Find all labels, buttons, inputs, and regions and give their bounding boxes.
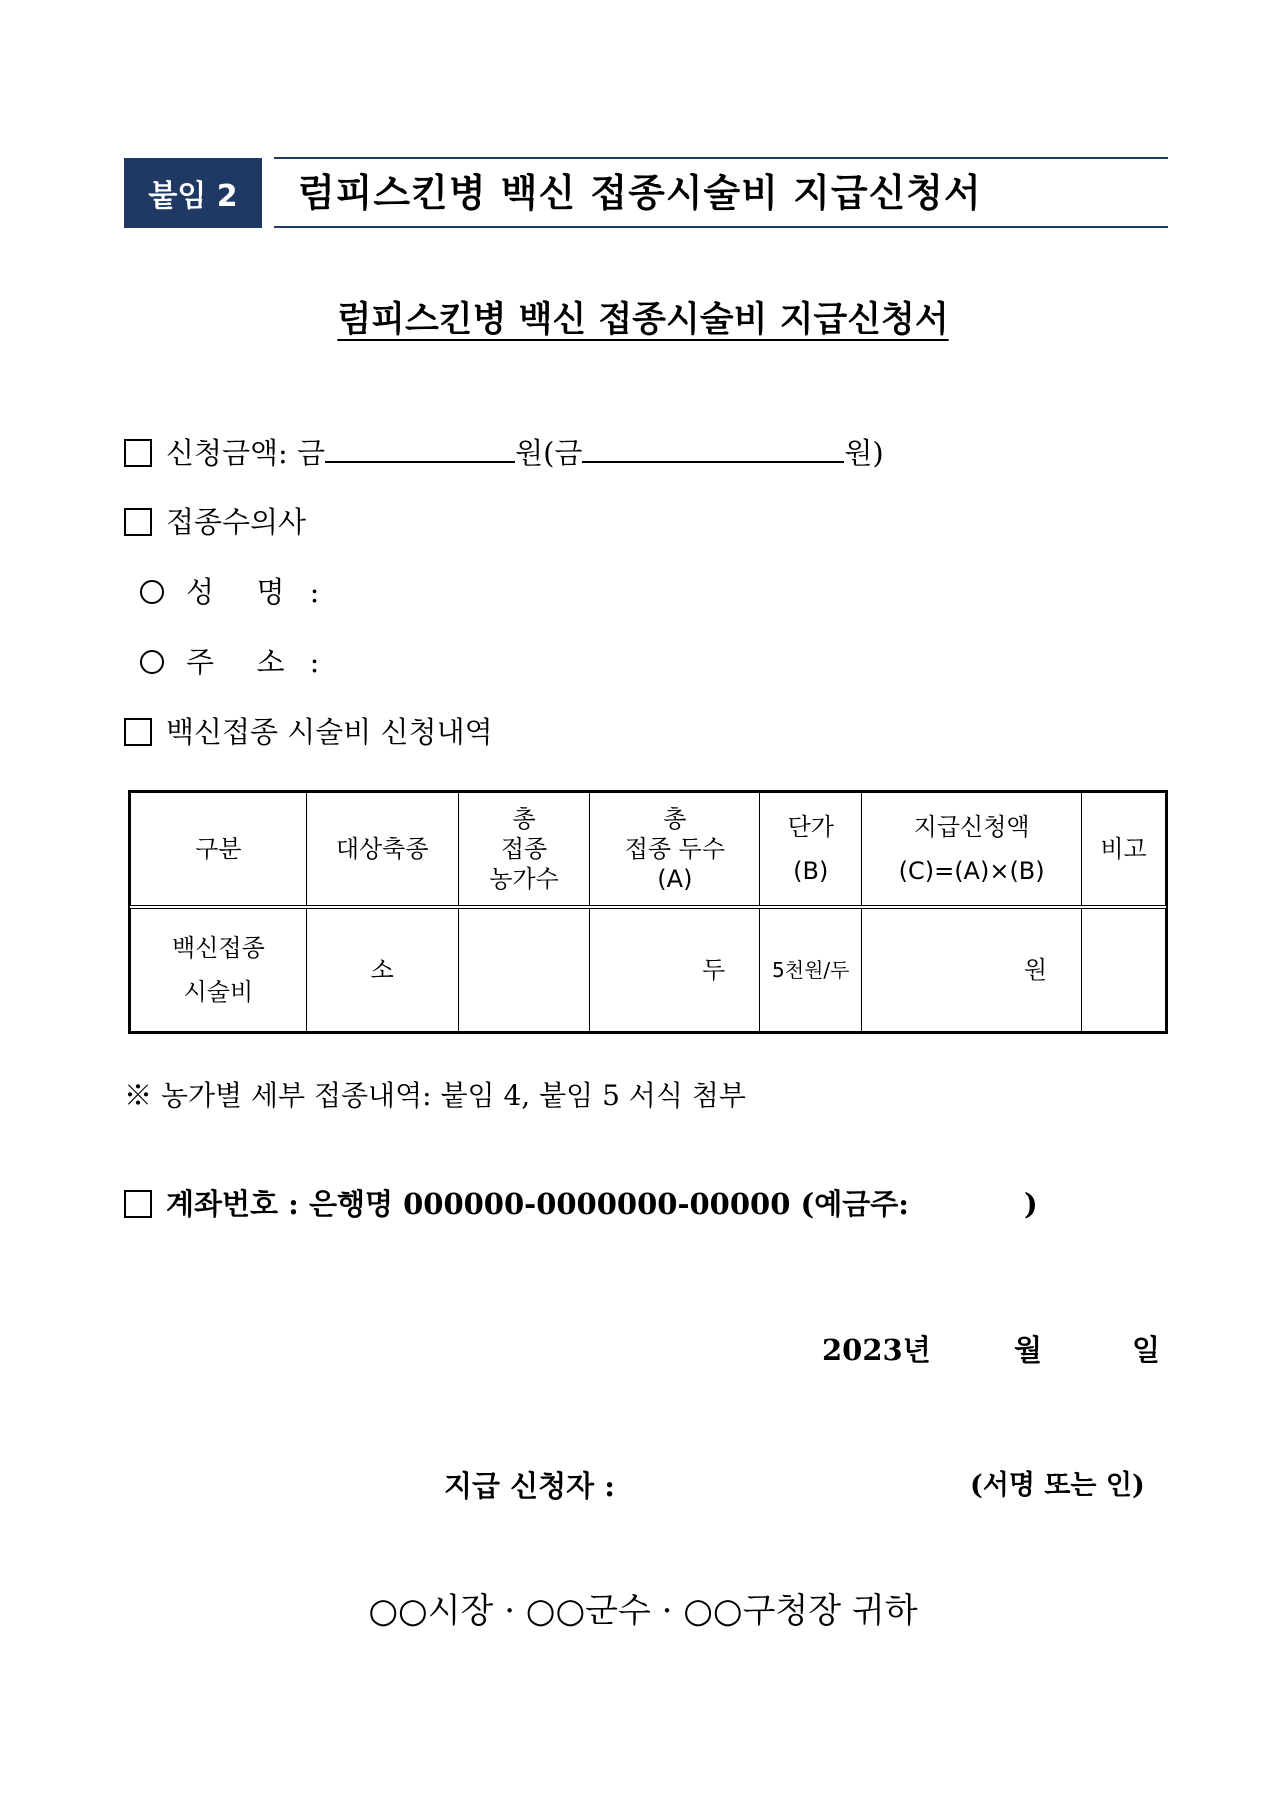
header-heads: 총 접종 두수 (A)	[590, 793, 760, 908]
cell-remarks[interactable]	[1082, 907, 1166, 1032]
account-line	[124, 1184, 1044, 1224]
checkbox-square-icon	[124, 1190, 152, 1218]
application-table	[128, 790, 1168, 1034]
checkbox-square-icon	[124, 439, 152, 467]
cell-category: 백신접종 시술비	[131, 907, 307, 1032]
cell-unit-price: 5천원/두	[760, 907, 862, 1032]
address-line	[140, 642, 327, 682]
amount-line	[124, 433, 884, 473]
header-title: 럼피스킨병 백신 접종시술비 지급신청서	[298, 171, 982, 215]
header-remarks: 비고	[1082, 793, 1166, 908]
header-amount: 지급신청액 (C)=(A)×(B)	[862, 793, 1082, 908]
header-animal: 대상축종	[306, 793, 458, 908]
date-month: 월	[1014, 1333, 1043, 1367]
signature-label: (서명 또는 인)	[970, 1470, 1145, 1501]
document-title	[0, 292, 1286, 342]
name-label: 성 명 :	[186, 575, 328, 609]
date-year: 2023년	[822, 1333, 931, 1367]
checkbox-square-icon	[124, 718, 152, 746]
cell-animal: 소	[306, 907, 458, 1032]
header-rule-bottom	[274, 226, 1168, 228]
date-day: 일	[1132, 1333, 1161, 1367]
cell-heads[interactable]: 두	[590, 907, 760, 1032]
amount-end: 원)	[844, 436, 884, 470]
checkbox-square-icon	[124, 508, 152, 536]
circle-bullet-icon	[140, 650, 164, 674]
document-title-text: 럼피스킨병 백신 접종시술비 지급신청서	[337, 299, 949, 340]
header-rule-top	[274, 157, 1168, 159]
header-unit-price: 단가 (B)	[760, 793, 862, 908]
vet-line	[124, 502, 306, 542]
applicant-label: 지급 신청자 :	[444, 1469, 615, 1503]
header-category: 구분	[131, 793, 307, 908]
attachment-badge: 붙임 2	[124, 158, 262, 228]
circle-bullet-icon	[140, 580, 164, 604]
amount-label: 신청금액: 금	[166, 436, 326, 470]
header-farms: 총 접종 농가수	[458, 793, 590, 908]
table-header-row	[131, 793, 1166, 908]
address-label: 주 소 :	[186, 645, 328, 679]
amount-blank-digits[interactable]	[325, 435, 515, 463]
details-label: 백신접종 시술비 신청내역	[166, 715, 493, 749]
cell-farms[interactable]	[458, 907, 590, 1032]
addressee: ○○시장 · ○○군수 · ○○구청장 귀하	[368, 1591, 918, 1631]
details-line	[124, 712, 493, 752]
account-label: 계좌번호 : 은행명 000000-0000000-00000 (예금주:	[166, 1187, 909, 1221]
attachment-note: ※ 농가별 세부 접종내역: 붙임 4, 붙임 5 서식 첨부	[124, 1079, 746, 1112]
table-row	[131, 907, 1166, 1032]
cell-amount[interactable]: 원	[862, 907, 1082, 1032]
amount-blank-words[interactable]	[582, 435, 844, 463]
name-line	[140, 572, 327, 612]
vet-label: 접종수의사	[166, 505, 307, 539]
account-end: )	[1024, 1187, 1038, 1221]
amount-unit: 원(금	[515, 436, 583, 470]
